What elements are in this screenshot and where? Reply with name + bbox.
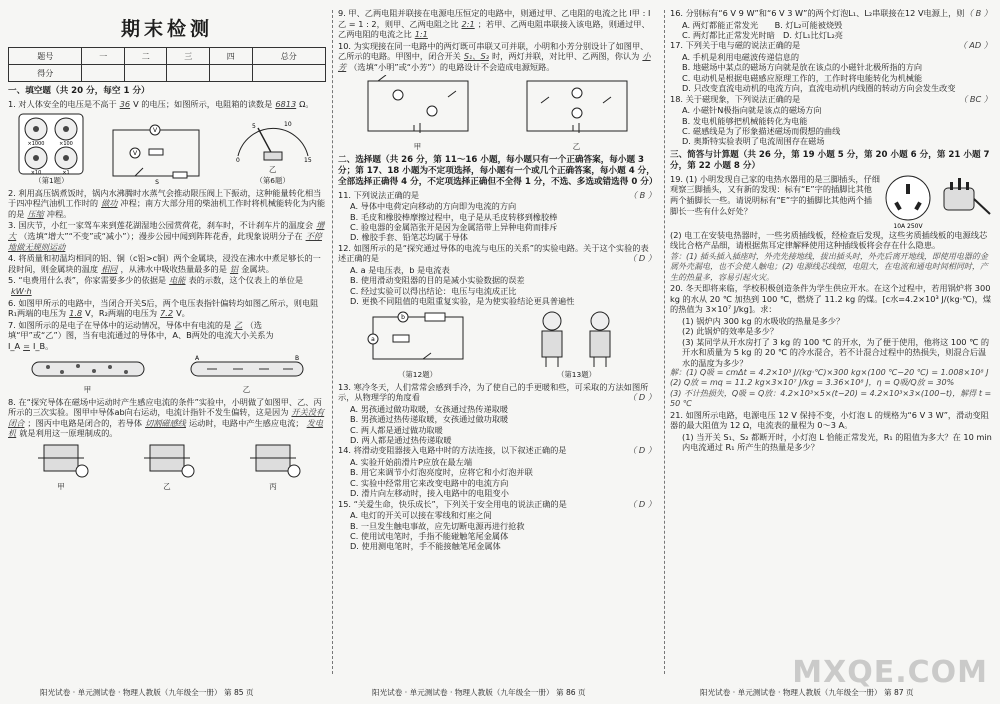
page-footer: 阳光试卷 · 单元测试卷 · 物理人教版（九年级全一册） 第 86 页 [372, 688, 586, 697]
figure-magnet-c [242, 441, 304, 492]
figure-caption: （第12题） [398, 369, 437, 379]
option: D. 只改变直流电动机的电流方向，直流电动机内线圈的转动方向会发生改变 [682, 83, 956, 94]
answer: （ BC ） [959, 93, 992, 104]
option: D. 使用测电笔时，手不能接触笔尾金属体 [350, 541, 501, 552]
score-header-cell: 三 [167, 48, 210, 65]
question-14: 14. 将滑动变阻器接入电路中时的方法连接，以下叙述正确的是 （ D ） [338, 445, 656, 456]
page-divider [664, 10, 665, 674]
figure-row-1-6 [8, 112, 326, 186]
answer: 6813 [275, 99, 297, 109]
question-7: 7. 如图所示的是电子在导体中的运动情况，导体中有电流的是 乙 （选填“甲”或“乙”）图，当有电流通过的导体中，A、B两处的电流大小关系为 I_A = I_B。 [8, 319, 274, 351]
svg-text:5: 5 [251, 122, 256, 130]
answer: 发电机 [8, 417, 324, 439]
exam-title: 期末检测 [120, 18, 213, 40]
plug-rating: 10A 250V [893, 222, 923, 230]
figure-sublabel: 乙 [163, 481, 171, 491]
page-86 [338, 8, 656, 680]
answer: （ D ） [628, 498, 656, 509]
figure-voltmeter-dial [230, 112, 316, 186]
answer: 不停地做无规则运动 [8, 230, 322, 252]
figure-row-10 [338, 75, 656, 152]
dial-label: ×100 [59, 140, 74, 147]
option: B. 发电机能够把机械能转化为电能 [682, 115, 808, 126]
figure-sublabel: 乙 [242, 384, 251, 394]
answer: 铝 [229, 263, 239, 274]
question-2: 2. 利用高压锅煮饭时，锅内水沸腾时水蒸气会推动限压阀上下振动，这种能量转化相当于四冲程汽油机工作时的 做功 冲程；南方大部分用的柴油机工作时将机械能转化为内能的是 压缩 冲程。 [8, 187, 326, 219]
question-12: 12. 如图所示的是“探究通过导体的电流与电压的关系”的实验电路。关于这个实验的表述正确的是 （ D ） [338, 242, 656, 264]
answer: 电能 [169, 275, 186, 286]
answer: 7.2 [160, 308, 174, 319]
answer: = [23, 340, 30, 351]
figure-sublabel: 甲 [57, 481, 65, 491]
question-1: 1. 对人体安全的电压是不高于 36 V 的电压；如图所示，电阻箱的读数是 6813 Ω。 [8, 99, 314, 109]
question-21: 21. 如图所示电路，电源电压 12 V 保持不变，小灯泡 L 的规格为“6 V 3 W”，滑动变阻器的最大阻值为 12 Ω，电流表的量程为 0～3 A。 [670, 409, 989, 431]
question-19-block [670, 174, 992, 230]
answer: 开关没有闭合 [8, 407, 325, 428]
option: B. 地磁场中某点的磁场方向就是放在该点的小磁针北极所指的方向 [682, 62, 923, 73]
dial-label: ×1000 [27, 140, 45, 147]
figure-row-12-13 [338, 309, 656, 380]
question-16: 16. 分别标有“6 V 9 W”和“6 V 3 W”的两个灯泡L₁、L₂串联接在12 V电源上，则 （ B ） [670, 8, 992, 18]
page-footer: 阳光试卷 · 单元测试卷 · 物理人教版（九年级全一册） 第 87 页 [700, 688, 914, 697]
handwritten-answer: (2) Q放 = mq = 11.2 kg×3×10⁷ J/kg = 3.36×10⁸ J，η = Q吸/Q放 = 30% [670, 378, 955, 388]
sub-question: (3) 某同学从开水房打了 3 kg 的 100 ℃ 的开水，为了便于使用，他将这 100 ℃ 的开水和质量为 5 kg 的 20 ℃ 的冷水混合，若不计混合过程中的热损失，则混合后温水的温度为多少？ [682, 336, 990, 368]
answer: 相同 [101, 263, 118, 274]
answer: 切割磁感线 [145, 417, 186, 428]
svg-text:0: 0 [235, 156, 240, 164]
figure-row-8 [8, 441, 326, 492]
handwritten-answer: (3) 不计热损失，Q吸 = Q放：4.2×10³×5×(t−20) = 4.2×10³×3×(100−t)，解得 t = 50 ℃ [670, 388, 992, 409]
option: A. 导体中电荷定向移动的方向即为电流的方向 [350, 201, 517, 212]
figure-caption: （第13题） [557, 369, 596, 379]
figure-sublabel: 乙 [572, 141, 581, 151]
question-9: 9. 甲、乙两电阻并联接在电源电压恒定的电路中，则通过甲、乙电阻的电流之比 I甲 : I乙 = 1 : 2，则甲、乙两电阻之比 2:1 ；若甲、乙两电阻串联接入该电路，则通过甲、乙两电阻的电流之比 1:1 [338, 8, 651, 40]
answer: 小芳 [338, 51, 651, 72]
figure-circuit-6 [105, 124, 209, 186]
option: C. 磁感线是为了形象描述磁场而假想的曲线 [682, 126, 841, 137]
option: D. 奥斯特实验表明了电流周围存在磁场 [682, 136, 825, 147]
figure-sublabel: 乙 [268, 164, 277, 174]
option: B. 使用滑动变阻器的目的是减小实验数据的误差 [350, 275, 525, 286]
svg-text:S: S [155, 178, 159, 186]
option: D. 更换不同阻值的电阻重复实验，是为使实验结论更具普遍性 [350, 296, 575, 307]
score-header-cell: 四 [209, 48, 252, 65]
option: A. 小磁针N极指向就是该点的磁场方向 [682, 105, 822, 116]
figure-magnet-b [136, 441, 198, 492]
option: D. 滑片向左移动时，接入电路中的电阻变小 [350, 488, 509, 499]
svg-text:b: b [400, 313, 405, 321]
section-fill-in: 一、填空题（共 20 分，每空 1 分） [8, 86, 150, 96]
figure-children-13 [522, 309, 632, 380]
sub-question: (1) 当开关 S₁、S₂ 都断开时，小灯泡 L 恰能正常发光，R₁ 的阻值为多大？在 10 min 内电流通过 R₁ 所产生的热量是多少？ [682, 431, 992, 453]
figure-caption: （第1题） [34, 175, 69, 185]
question-6: 6. 如图甲所示的电路中，当闭合开关S后，两个电压表指针偏转均如图乙所示，则电阻R₁两端的电压为 1.8 V，R₂两端的电压为 7.2 V。 [8, 297, 319, 319]
question-13: 13. 寒冷冬天，人们常常会感到手冷，为了使自己的手更暖和些，可采取的方法如图所示，从物理学的角度看 （ D ） [338, 381, 656, 403]
question-15: 15. “关爱生命，快乐成长”，下列关于安全用电的说法正确的是 （ D ） [338, 498, 656, 509]
figure-plug-socket [880, 174, 992, 230]
answer: 1:1 [414, 29, 428, 40]
answer: 2:1 [461, 18, 475, 29]
section-calculation: 三、简答与计算题（共 26 分，第 19 小题 5 分，第 20 小题 6 分，第 21 小题 7 分，第 22 小题 8 分） [670, 149, 990, 171]
question-5: 5. “电费用什么表”，你家需要多少的依据是 电能 表的示数，这个仪表上的单位是kW·h [8, 275, 304, 296]
question-18: 18. 关于磁现象，下列说法正确的是 （ BC ） [670, 93, 992, 104]
watermark: MXQE.COM [792, 655, 988, 690]
answer: 做功 [101, 198, 118, 209]
sub-question: (2) 此锅炉的效率是多少？ [682, 326, 779, 337]
figure-sublabel: 甲 [83, 384, 92, 394]
answer: 36 [119, 99, 131, 109]
score-table [8, 47, 326, 82]
section-choice: 二、选择题（共 26 分，第 11～16 小题，每小题只有一个正确答案，每小题 3 分；第 17、18 小题为不定项选择，每小题有一个或几个正确答案，每小题 4 分，全部选择正确得 4 分，不定项选择正确但不全得 1 分，不选、多选或错选得 0 分） [338, 154, 658, 187]
question-20: 20. 冬天即将来临，学校积极创造条件为学生供应开水。在这个过程中，若用锅炉将 300 kg 的水从 20 ℃ 加热到 100 ℃，燃烧了 11.2 kg 的煤。[c水=4.2×10³ J/(kg·℃)，煤的热值为 3×10⁷ J/kg]。求： [670, 283, 992, 315]
dial-label: ×1 [62, 169, 71, 175]
option: B. 一旦发生触电事故，应先切断电源再进行抢救 [350, 520, 525, 531]
svg-text:15: 15 [303, 156, 312, 164]
score-header-cell: 一 [82, 48, 125, 65]
figure-circuit-10b [517, 75, 637, 152]
svg-text:10: 10 [283, 120, 292, 128]
question-4: 4. 将质量和初温均相同的铝、铜（c铝>c铜）两个金属块，浸没在沸水中煮足够长的一段时间，则金属块的温度 相同 ，从沸水中吸收热量最多的是 铝 金属块。 [8, 253, 321, 274]
question-10: 10. 为实现接在同一电路中的两灯既可串联又可并联，小明和小芳分别设计了如图甲、乙所示的电路。甲图中，闭合开关 S₁、S₃ 时，两灯并联，对比甲、乙两图，你认为 小芳 （选填“小明”或“小芳”）的电路设计不会造成电源短路。 [338, 40, 651, 72]
handwritten-answer: 解：(1) Q吸 = cmΔt = 4.2×10³ J/(kg·℃)×300 kg×(100 ℃−20 ℃) = 1.008×10⁸ J [670, 368, 989, 378]
answer: 增大 [8, 220, 325, 241]
answer: （ AD ） [958, 40, 992, 51]
figure-conductor-a [28, 354, 148, 395]
question-8: 8. 在“探究导体在磁场中运动时产生感应电流的条件”实验中，小明做了如图甲、乙、丙所示的三次实验。图甲中导体ab向右运动，电流计指针不发生偏转，这是因为 开关没有闭合 ；图丙中电路是闭合的，若导体 切割磁感线 运动时，电路中产生感应电流； 发电机 就是利用这一原理制成的。 [8, 396, 325, 439]
svg-text:a: a [370, 335, 375, 343]
page-85 [8, 8, 326, 680]
option: D. 两人都是通过热传递取暖 [350, 435, 452, 445]
question-17: 17. 下列关于电与磁的说法正确的是 （ AD ） [670, 40, 992, 51]
score-header-cell: 总分 [252, 48, 326, 65]
option: C. 验电器的金属箔张开是因为金属箔带上异种电荷而排斥 [350, 221, 558, 232]
answer: 压缩 [27, 208, 44, 219]
question-19-part-2: (2) 电工在安装电热器时，一些劣质插线板，经检查后发现，这些劣质插线板的电源线芯线比合格产品细，请根据焦耳定律解释使用这种插线板将会存在什么隐患。 [670, 229, 988, 251]
page-footer: 阳光试卷 · 单元测试卷 · 物理人教版（九年级全一册） 第 85 页 [40, 688, 254, 697]
option: C. 实验中经常用它来改变电路中的电流方向 [350, 477, 509, 488]
answer: 乙 [234, 319, 243, 330]
figure-sublabel: 丙 [269, 481, 277, 491]
page-divider [332, 10, 333, 674]
option: C. 两灯都比正常发光时暗 D. 灯L₁比灯L₂亮 [682, 30, 843, 40]
score-header-cell: 二 [124, 48, 167, 65]
answer: （ D ） [628, 253, 656, 264]
handwritten-answer: 答：(1) 插头插入插座时，外壳先接地线，拔出插头时，外壳后离开地线，即使用电器的金属外壳漏电，也不会使人触电；(2) 电源线芯线细，电阻大，在电流和通电时间相同时，产生的热量多，容易引起火灾。 [670, 252, 988, 282]
question-3: 3. 国庆节，小红一家驾车来到莲花湖湿地公园赏荷花，刹车时，不计刹车片的温度会 增大 （选填“增大”“不变”或“减小”）；漫步公园中闻到阵阵花香，此现象说明分子在 不停地做无规则运动 [8, 220, 325, 252]
dial-label: ×10 [31, 169, 42, 175]
answer: （ D ） [628, 445, 656, 456]
option: B. 毛皮和橡胶棒摩擦过程中，电子是从毛皮转移到橡胶棒 [350, 211, 558, 222]
figure-sublabel: 甲 [413, 141, 422, 151]
svg-text:B: B [294, 354, 299, 362]
option: C. 经过实验可以得出结论：电压与电流成正比 [350, 285, 517, 296]
answer: kW·h [11, 285, 32, 296]
figure-conductor-b [187, 354, 307, 395]
answer: （ B ） [628, 189, 656, 200]
option: A. a 是电压表，b 是电流表 [350, 264, 450, 275]
option: B. 男孩通过热传递取暖，女孩通过做功取暖 [350, 414, 509, 425]
page-87 [670, 8, 992, 680]
question-19: 19. (1) 小明发现自己家的电热水器用的是三脚插头，仔细观察三脚插头，又有新的发现：标有“E”字的插脚比其他两个插脚长一些。请说明标有“E”字的插脚比其他两个插脚长一些有什么好处？ [670, 173, 880, 216]
option: C. 两人都是通过做功取暖 [350, 424, 443, 435]
svg-text:A: A [194, 354, 199, 362]
figure-caption: （第6题） [255, 175, 290, 185]
answer: S₁、S₃ [463, 51, 489, 62]
option: A. 实验开始前滑片P应放在最左端 [350, 457, 473, 467]
figure-circuit-10a [358, 75, 478, 152]
figure-row-7 [8, 354, 326, 395]
figure-magnet-a [30, 441, 92, 492]
answer: （ D ） [628, 392, 656, 403]
score-row-label: 得分 [9, 65, 82, 82]
option: A. 两灯都能正常发光 B. 灯L₂可能被烧毁 [682, 19, 843, 30]
option: A. 男孩通过做功取暖，女孩通过热传递取暖 [350, 403, 509, 414]
option: B. 用它来调节小灯泡亮度时，应将它和小灯泡并联 [350, 467, 533, 478]
answer: 1.8 [69, 308, 83, 319]
score-header-cell: 题号 [9, 48, 82, 65]
figure-resistance-box [18, 113, 84, 186]
option: D. 橡胶手套、铅笔芯均属于导体 [350, 232, 468, 243]
figure-circuit-12 [363, 309, 473, 380]
answer: （ B ） [964, 8, 992, 18]
question-11: 11. 下列说法正确的是 （ B ） [338, 189, 656, 200]
svg-text:V: V [152, 126, 158, 134]
option: A. 手机是利用电磁波传递信息的 [682, 52, 800, 62]
sub-question: (1) 锅炉内 300 kg 的水吸收的热量是多少？ [682, 316, 845, 327]
option: C. 电动机是根据电磁感应原理工作的，工作时将电能转化为机械能 [682, 72, 923, 83]
svg-text:V: V [132, 149, 138, 157]
option: A. 电灯的开关可以接在零线和灯座之间 [350, 510, 492, 521]
option: C. 使用试电笔时，手指不能碰触笔尾金属体 [350, 531, 509, 542]
